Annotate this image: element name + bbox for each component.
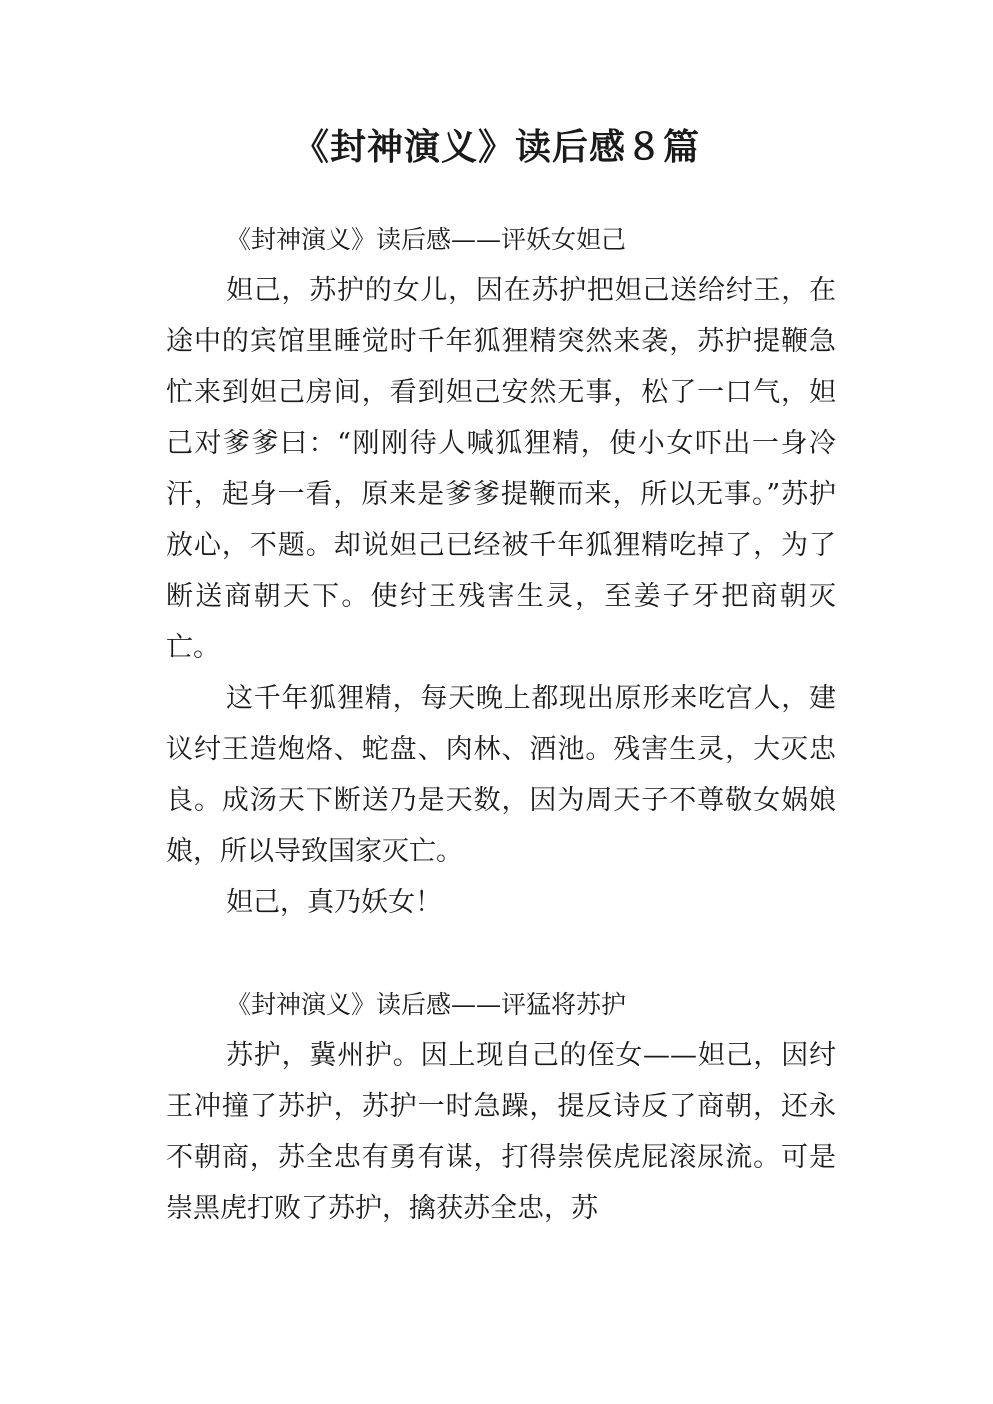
paragraph: 这千年狐狸精，每天晚上都现出原形来吃宫人，建议纣王造炮烙、蛇盘、肉林、酒池。残害生灵，大灭忠良。成汤天下断送乃是天数，因为周天子不尊敬女娲娘娘，所以导致国家灭亡。 xyxy=(166,683,836,867)
paragraph: 苏护，冀州护。因上现自己的侄女——妲己，因纣王冲撞了苏护，苏护一时急躁，提反诗反了商朝，还永不朝商，苏全忠有勇有谋，打得崇侯虎屁滚尿流。可是崇黑虎打败了苏护，擒获苏全忠，苏 xyxy=(166,1040,836,1224)
paragraph: 妲己，苏护的女儿，因在苏护把妲己送给纣王，在途中的宾馆里睡觉时千年狐狸精突然来袭，苏护提鞭急忙来到妲己房间，看到妲己安然无事，松了一口气，妲己对爹爹曰：“刚刚待人喊狐狸精，使小女吓出一身冷汗，起身一看，原来是爹爹提鞭而来，所以无事。”苏护放心，不题。却说妲己已经被千年狐狸精吃掉了，为了断送商朝天下。使纣王残害生灵，至姜子牙把商朝灭亡。 xyxy=(166,275,836,663)
paragraph: 妲己，真乃妖女！ xyxy=(226,887,442,918)
section-demon-daji xyxy=(166,214,836,928)
section-general-suhu xyxy=(166,979,836,1234)
document-title: 《封神演义》读后感８篇 xyxy=(292,127,700,168)
section-heading: 《封神演义》读后感——评妖女妲己 xyxy=(226,225,627,254)
section-spacer xyxy=(166,928,836,979)
document-body xyxy=(166,214,836,1234)
section-heading: 《封神演义》读后感——评猛将苏护 xyxy=(226,990,627,1019)
